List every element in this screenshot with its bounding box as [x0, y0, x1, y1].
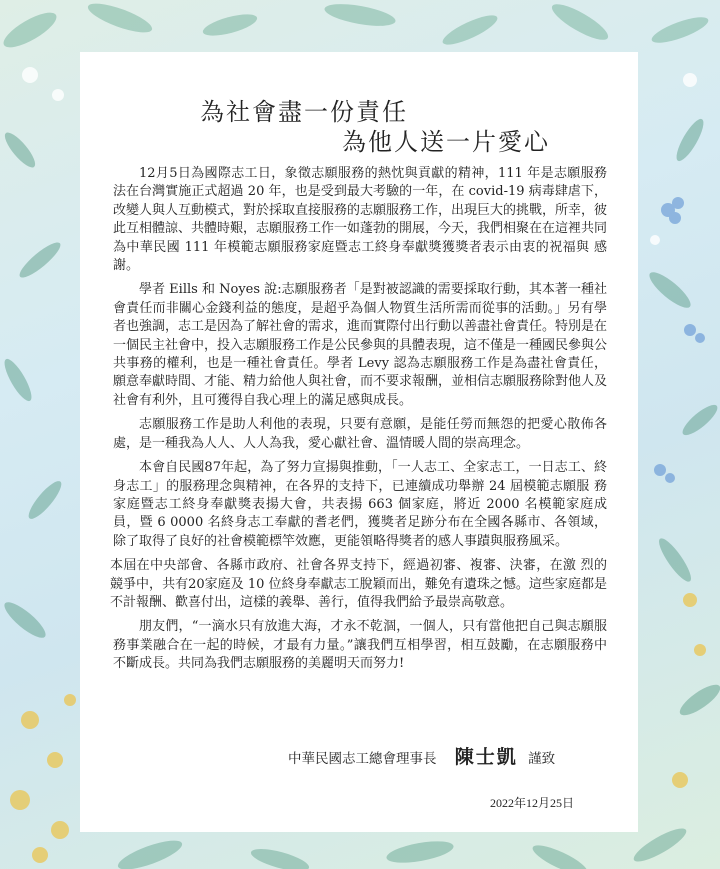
letter-date: 2022年12月25日 [490, 796, 575, 810]
paragraph-4: 本會自民國87年起，為了努力宣揚與推動，「一人志工、全家志工，一日志工、終身志工」的服務理念與精神，在各界的支持下，已連續成功舉辦 24 屆模範志願服 務家庭暨志工終身奉獻獎表揚大會，共表揚 663 個家庭，將近 2000 名模範家庭成 員，暨 6 0000 名終身志工奉獻的耆老們，獲獎者足跡分布在全國各縣市、各領域，除了取得了良好的社會模範標竿效應，更能領略得獎者的感人事蹟與服務風采。 [113, 460, 607, 549]
paragraph-5: 本屆在中央部會、各縣市政府、社會各界支持下，經過初審、複審、決審，在激 烈的競爭中，共有20家庭及 10 位終身奉獻志工脫穎而出，難免有遺珠之憾。這些家庭都是不計報酬、歡喜付出，這樣的義舉、善行，值得我們給予最崇高敬意。 [110, 558, 607, 610]
letter-body [110, 165, 608, 680]
letter-page [80, 52, 638, 832]
signer-name: 陳士凱 [454, 746, 518, 768]
title-line-1: 為社會盡一份責任 [200, 98, 408, 126]
title-line-2: 為他人送一片愛心 [342, 128, 550, 156]
paragraph-1: 12月5日為國際志工日，象徵志願服務的熱忱與貢獻的精神，111 年是志願服務 法在台灣實施正式超過 20 年，也是受到最大考驗的一年，在 covid-19 病毒肆虐下， 改變人與人互動模式，對於採取直接服務的志願服務工作，出現巨大的挑戰，所幸，彼此互相體諒、共體時艱，志願服務工作一如蓬勃的開展，今天，我們相聚在在這裡共同為中華民國 111 年模範志願服務家庭暨志工終身奉獻獎獲獎者表示由衷的祝福與 感謝。 [113, 166, 608, 274]
signature [288, 742, 555, 769]
paragraph-3: 志願服務工作是助人利他的表現，只要有意願，是能任勞而無怨的把愛心散佈各處，是一種我為人人、人人為我，愛心獻社會、溫情暖人間的崇高理念。 [113, 417, 607, 451]
signer-title: 中華民國志工總會理事長 [288, 751, 437, 767]
signoff: 謹致 [528, 751, 556, 767]
paragraph-2: 學者 Eills 和 Noyes 說:志願服務者「是對被認識的需要採取行動，其本著一種社會責任而非關心金錢利益的態度，是超乎為個人物質生活所需而從事的活動。」另有學者也強調，志工是因為了解社會的需求，進而實際付出行動以善盡社會責任。特別是在一個民主社會中，投入志願服務工作是公民參與的具體表現，這不僅是一種國民參與公共事務的權利，也是一種社會責任。學者 Levy 認為志願服務工作是為盡社會責任，願意奉獻時間、才能、精力給他人與社會，而不要求報酬，並相信志願服務除對他人及社會有利外，且可獲得自我心理上的滿足感與成長。 [113, 282, 608, 408]
paragraph-6: 朋友們，“一滴水只有放進大海，才永不乾涸，一個人，只有當他把自己與志願服務事業融合在一起的時候，才最有力量。”讓我們互相學習，相互鼓勵，在志願服務中不斷成長。共同為我們志願服務的美麗明天而努力! [113, 619, 607, 672]
